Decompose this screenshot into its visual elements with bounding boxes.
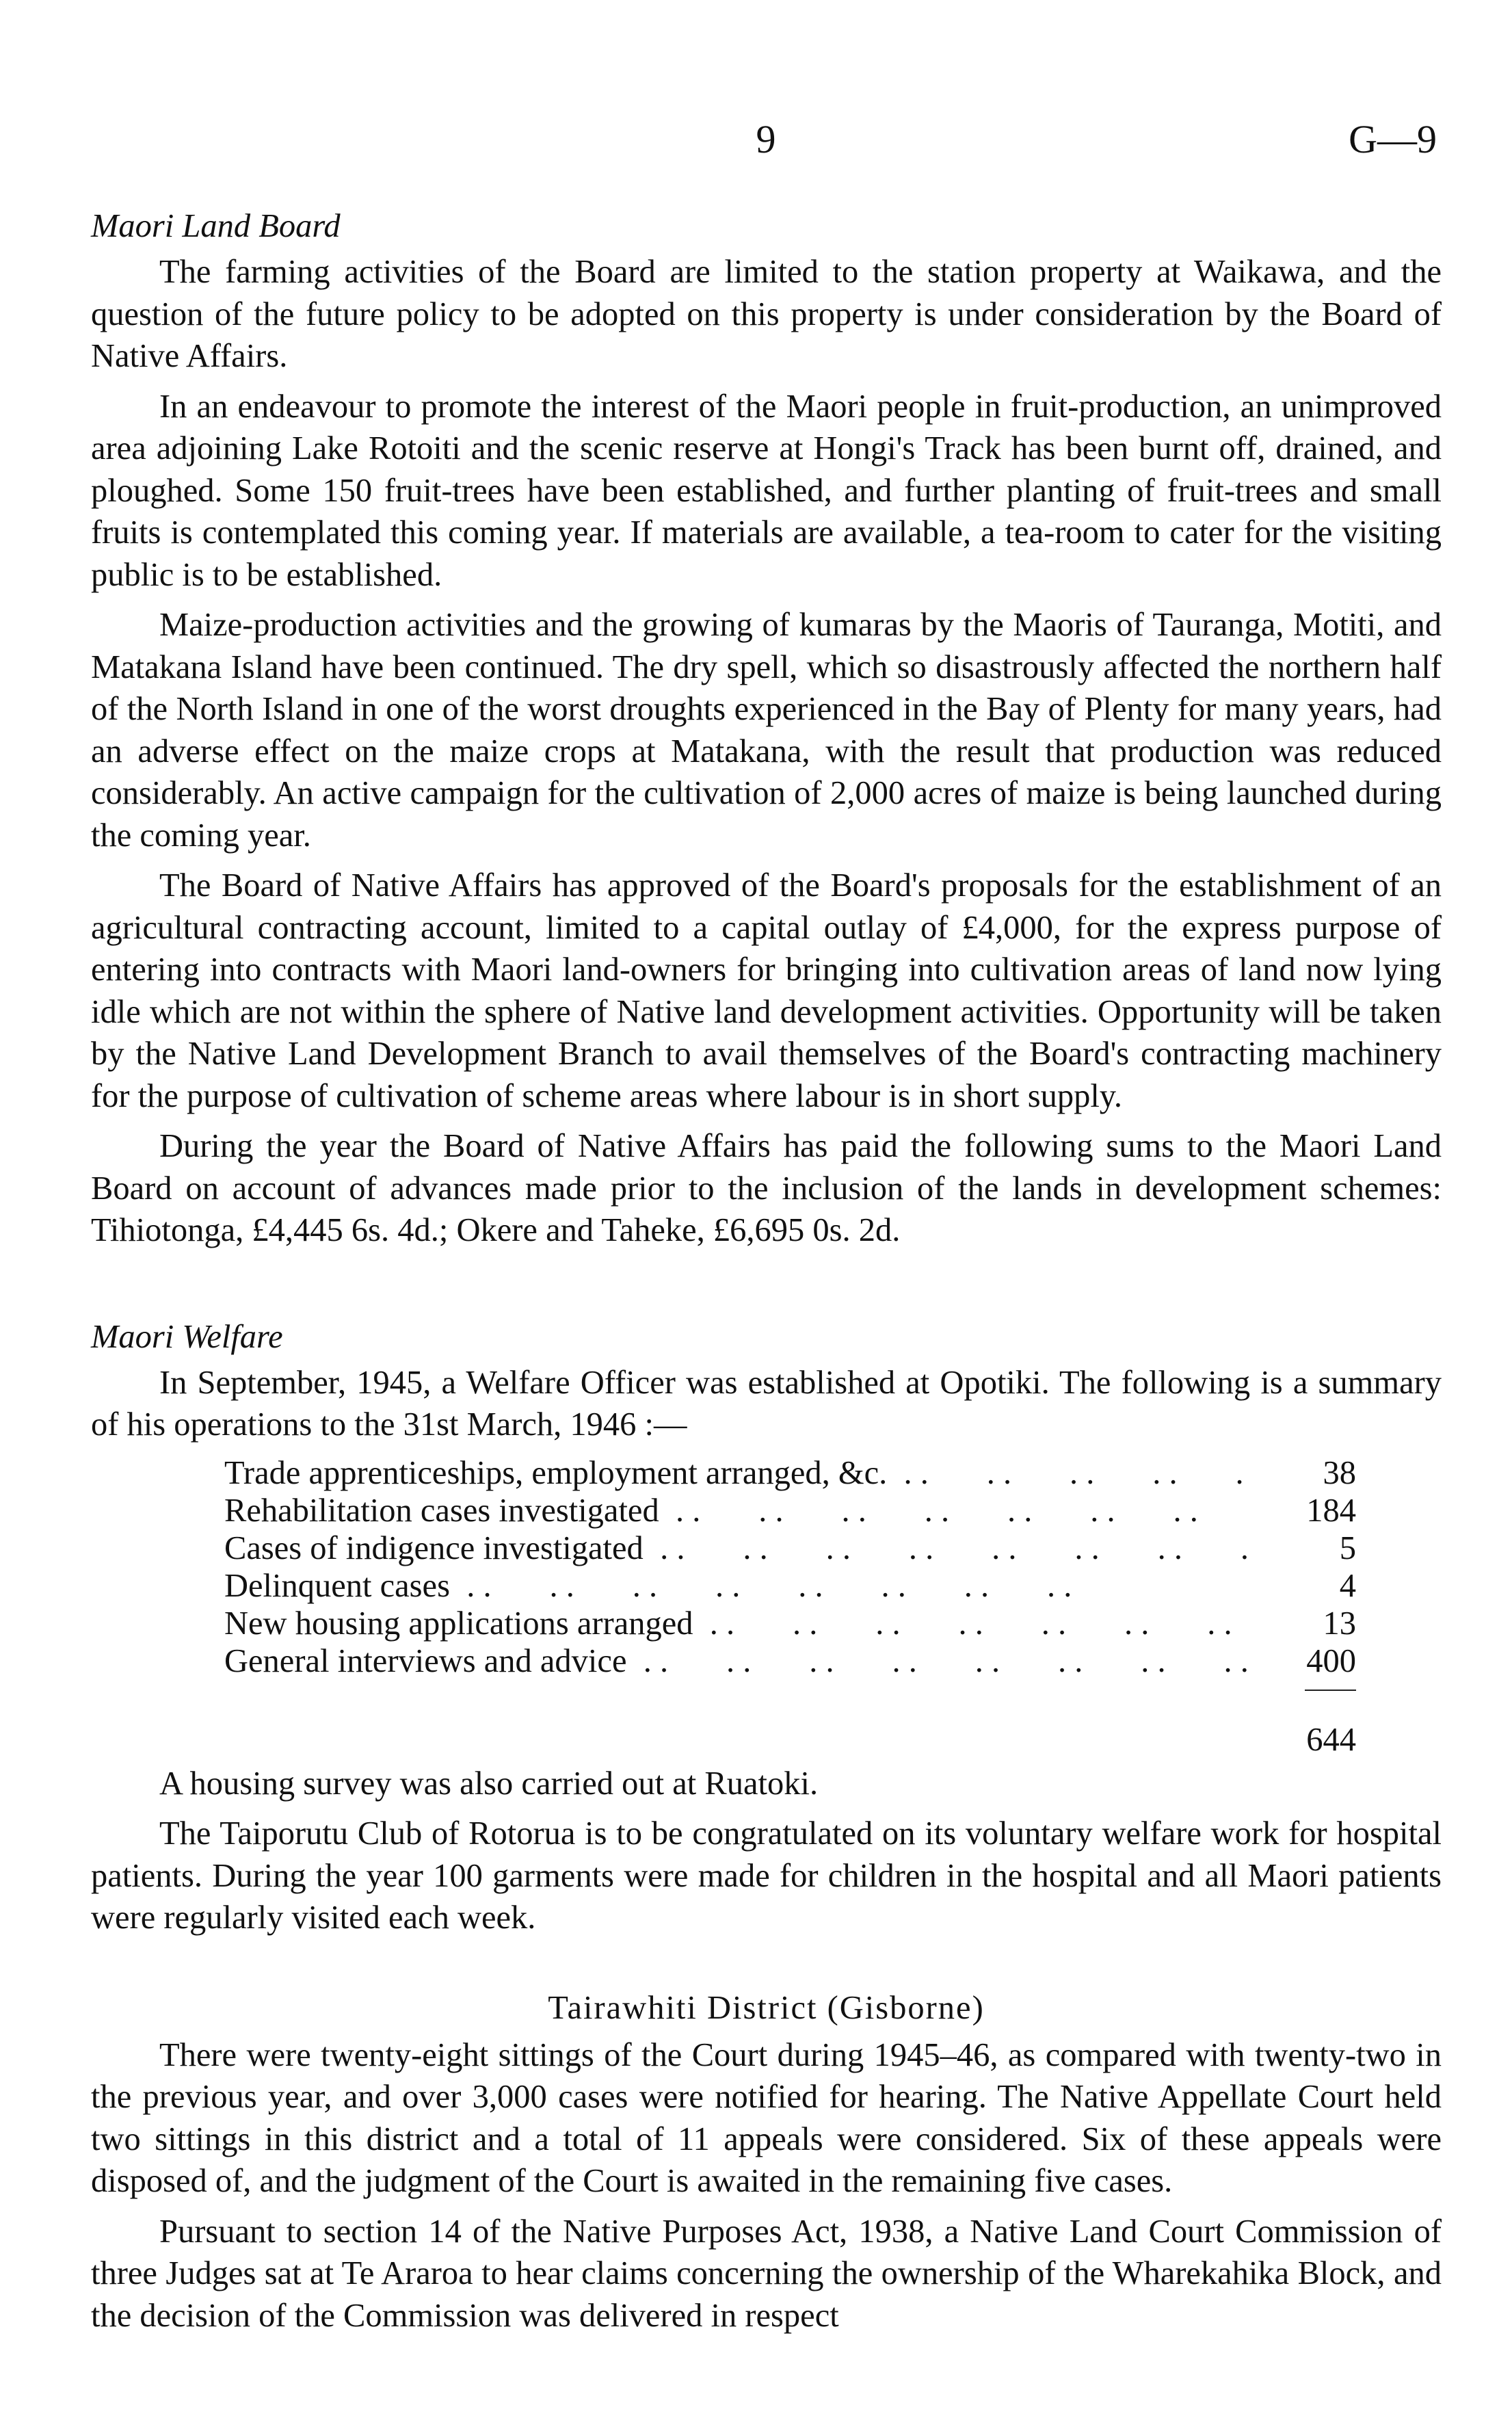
page-body xyxy=(91,205,1442,2345)
page-number: 9 xyxy=(756,117,776,161)
table-row-label: New housing applications arranged . . xyxy=(224,1605,1250,1642)
table-row-label: Cases of indigence investigated . . xyxy=(224,1529,1250,1567)
paragraph: Pursuant to section 14 of the Native Purposes Act, 1938, a Native Land Court Commission of three Judges sat at Te Araroa to hear claims concerning the ownership of the Wharekahika Block, and the decision of the Commission was delivered in respect xyxy=(91,2213,1442,2334)
table-row-label: Rehabilitation cases investigated . . xyxy=(224,1492,1250,1529)
paragraph: A housing survey was also carried out at Ruatoki. xyxy=(159,1765,819,1802)
table-row-label: General interviews and advice . . xyxy=(224,1642,1250,1680)
section-gap xyxy=(91,1947,1442,1987)
paragraph: In September, 1945, a Welfare Officer was established at Opotiki. The following is a summary of his operations to the 31st March, 1946 :— xyxy=(91,1364,1442,1443)
table-row-label: Trade apprenticeships, employment arranged, &c. . . xyxy=(224,1454,1250,1492)
total-rule xyxy=(224,1680,1387,1702)
table-row-value: 38 xyxy=(1323,1454,1356,1491)
section-heading-maori-welfare: Maori Welfare xyxy=(91,1318,283,1355)
paragraph: There were twenty-eight sittings of the Court during 1945–46, as compared with twenty-two in the previous year, and over 3,000 cases were notified for hearing. The Native Appellate Court held two sittings in this district and a total of 11 appeals were considered. Six of these appeals were disposed of, and the judgment of the Court is awaited in the remaining five cases. xyxy=(91,2036,1442,2199)
table-row xyxy=(224,1492,1387,1529)
table-total-value: 644 xyxy=(1306,1721,1356,1758)
table-row-value: 184 xyxy=(1306,1492,1356,1529)
paragraph: The farming activities of the Board are limited to the station property at Waikawa, and the question of the future policy to be adopted on this property is under consideration by the Board of Native Affairs. xyxy=(91,254,1442,374)
table-row xyxy=(224,1642,1387,1680)
table-row-value: 4 xyxy=(1339,1567,1356,1604)
table-row xyxy=(224,1529,1387,1567)
welfare-summary-table xyxy=(224,1454,1387,1759)
paragraph: In an endeavour to promote the interest of the Maori people in fruit-production, an unimproved area adjoining Lake Rotoiti and the scenic reserve at Hongi's Track has been burnt off, drained, and ploughed. Some 150 fruit-trees have been established, and further planting of fruit-trees and small fruits is contemplated this coming year. If materials are available, a tea-room to cater for the visiting public is to be established. xyxy=(91,388,1442,593)
section-heading-maori-land-board: Maori Land Board xyxy=(91,208,341,244)
table-total-row xyxy=(224,1721,1387,1759)
table-row xyxy=(224,1567,1387,1605)
paragraph: The Board of Native Affairs has approved of the Board's proposals for the establishment of an agricultural contracting account, limited to a capital outlay of £4,000, for the express purpose of entering into contracts with Maori land-owners for bringing into cultivation areas of land now lying idle which are not within the sphere of Native land development activities. Opportunity will be taken by the Native Land Development Branch to avail themselves of the Board's contracting machinery for the purpose of cultivation of scheme areas where labour is in short supply. xyxy=(91,867,1442,1114)
section-gap xyxy=(91,1260,1442,1316)
table-row xyxy=(224,1454,1387,1492)
table-row-value: 13 xyxy=(1323,1605,1356,1642)
table-row xyxy=(224,1605,1387,1642)
document-reference: G—9 xyxy=(1349,117,1437,161)
paragraph: During the year the Board of Native Affairs has paid the following sums to the Maori Land Board on account of advances made prior to the inclusion of the lands in development schemes: Tihiotonga, £4,445 6s. 4d.; Okere and Taheke, £6,695 0s. 2d. xyxy=(91,1128,1442,1248)
table-row-value: 400 xyxy=(1306,1642,1356,1679)
section-heading-tairawhiti: Tairawhiti District (Gisborne) xyxy=(548,1989,985,2026)
table-row-value: 5 xyxy=(1339,1529,1356,1566)
table-row-label: Delinquent cases . . xyxy=(224,1567,1250,1605)
paragraph: The Taiporutu Club of Rotorua is to be congratulated on its voluntary welfare work for hospital patients. During the year 100 garments were made for children in the hospital and all Maori patients were regularly visited each week. xyxy=(91,1815,1442,1936)
paragraph: Maize-production activities and the growing of kumaras by the Maoris of Tauranga, Motiti, and Matakana Island have been continued. The dry spell, which so disastrously affected the northern half of the North Island in one of the worst droughts experienced in the Bay of Plenty for many years, had an adverse effect on the maize crops at Matakana, with the result that production was reduced considerably. An active campaign for the cultivation of 2,000 acres of maize is being launched during the coming year. xyxy=(91,607,1442,854)
page-header xyxy=(0,116,1512,164)
